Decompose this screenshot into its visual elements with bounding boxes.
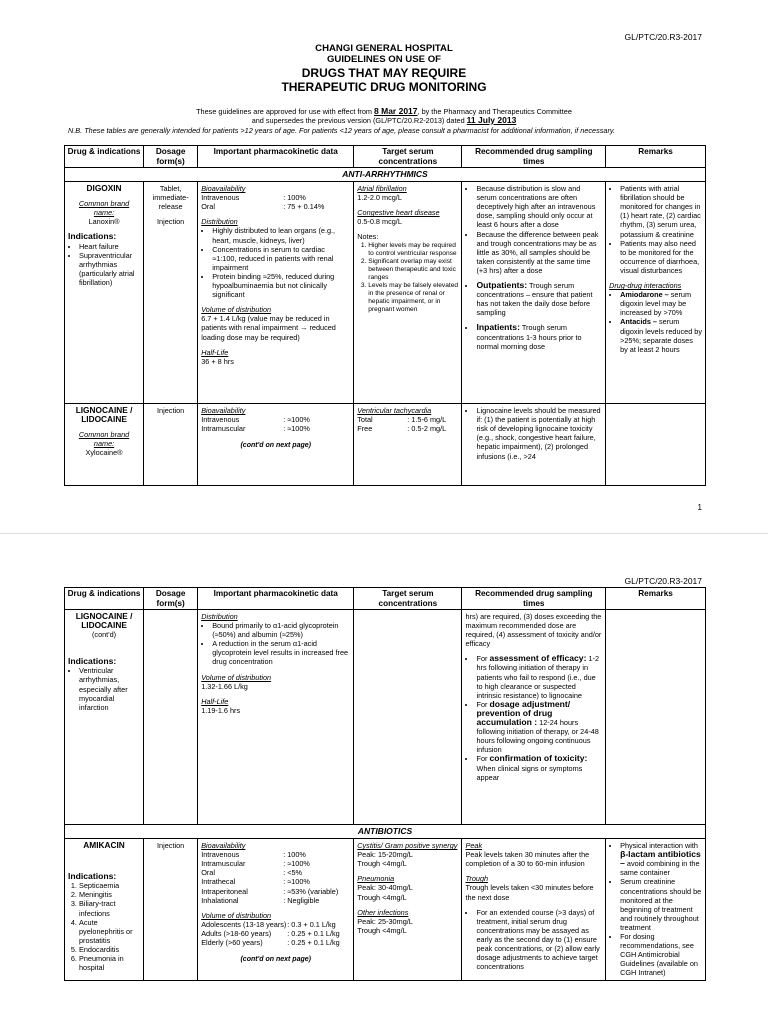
lignocaine-dosage-cell: Injection: [144, 404, 198, 486]
bio-row: Inhalational : Negligible: [201, 895, 320, 905]
drug-name: DIGOXIN: [86, 183, 122, 194]
bio-row: Intramuscular : ≈100%: [201, 424, 310, 434]
bio-row: Intravenous : 100%: [201, 193, 306, 203]
pn-label: Pneumonia: [357, 874, 395, 884]
list-item: • Highly distributed to lean organs (e.g., heart, muscle, kidneys, liver): [212, 226, 350, 244]
list-item: • For confirmation of toxicity: When clinical signs or symptoms appear: [476, 754, 602, 781]
title-line-2: THERAPEUTIC DRUG MONITORING: [281, 80, 487, 94]
list-item: • Patients may also need to be monitored for the occurrence of diarrhoea, visual disturbances: [620, 239, 702, 275]
list-item: • Patients with atrial fibrillation should be monitored for changes in (1) heart rate, (2) cardiac rhythm, (3) serum urea, potassium & creatinine: [620, 184, 702, 239]
list-item: 2. Meningitis: [79, 890, 140, 899]
list-item: • Heart failure: [79, 242, 140, 251]
vd-row: Adolescents (13-18 years) : 0.3 + 0.1 L/kg: [201, 919, 336, 929]
table-row-lignocaine-contd: [65, 610, 706, 825]
indications-label: Indications:: [68, 656, 117, 667]
trough-text: Trough levels taken <30 minutes before the next dose: [465, 883, 594, 902]
list-item: • A reduction in the serum α1-acid glycoprotein level results in increased free drug concentration: [212, 639, 350, 666]
peak-label: Peak: [465, 841, 483, 851]
table-row-digoxin: [65, 182, 706, 404]
lignocaine-remarks-cell: [606, 404, 706, 486]
contd-label: (cont'd): [91, 630, 117, 640]
list-item: • Because the difference between peak and trough concentrations may be as little as 30%, all samples should be taken consistently at the same time (+3 hrs) after a dose: [476, 230, 602, 275]
header-target: Target serum concentrations: [354, 146, 462, 168]
trough-label: Trough: [465, 874, 489, 884]
notes-label: Notes:: [357, 232, 379, 242]
target-value: Peak: 30-40mg/L: [357, 883, 413, 893]
cf-label: Cystitis/ Gram positive synergy: [357, 841, 458, 851]
list-item: • Outpatients: Trough serum concentrations – ensure that patient has not taken the daily dose before sampling: [476, 281, 602, 317]
list-item: • Concentrations in serum to cardiac ≈1:100, reduced in patients with renal impairment: [212, 245, 350, 272]
supersede-line: and supersedes the previous version (GL/PTC/20.R2-2013) dated 11 July 2013: [251, 115, 517, 125]
list-item: 1. Higher levels may be required to control ventricular response: [368, 242, 458, 258]
indications-label: Indications:: [68, 871, 117, 882]
bio-label: Bioavailability: [201, 184, 246, 194]
title-line-1: DRUGS THAT MAY REQUIRE: [301, 66, 467, 80]
header-pk: Important pharmacokinetic data: [198, 146, 354, 168]
lignocaine-contd-remarks-cell: [606, 610, 706, 825]
table-row-lignocaine: [65, 404, 706, 486]
list-item: • Bound primarily to α1-acid glycoprotein (≈50%) and albumin (≈25%): [212, 621, 350, 639]
list-item: • Because distribution is slow and serum concentrations are often deceptively high after an intravenous dose, sampling should only occur at least 6 hours after a dose: [476, 184, 602, 229]
vt-label: Ventricular tachycardia: [357, 406, 432, 416]
sampling-list: [465, 654, 602, 781]
hl-value: 36 + 8 hrs: [201, 356, 234, 366]
bio-row: Intravenous : ≈100%: [201, 415, 310, 425]
amikacin-dosage-cell: Injection: [144, 839, 198, 980]
amikacin-target-cell: [354, 839, 462, 980]
list-item: 6. Pneumonia in hospital: [79, 954, 140, 972]
brand-name: Xylocaine®: [85, 448, 123, 458]
remarks-list: [609, 184, 702, 275]
page-number: 1: [697, 503, 702, 512]
list-item: 3. Biliary-tract infections: [79, 899, 140, 917]
list-item: 4. Acute pyelonephritis or prostatitis: [79, 918, 140, 945]
vd-value: 6.7 + 1.4 L/kg (value may be reduced in patients with renal impairment → reduced loading dose may be required): [201, 314, 336, 342]
header-row: [65, 588, 706, 610]
bio-row: Intraperitoneal : ≈53% (variable): [201, 886, 339, 896]
header-sampling: Recommended drug sampling times: [462, 588, 606, 610]
continued-note: (cont'd on next page): [240, 956, 311, 964]
digoxin-pk-cell: [198, 182, 354, 404]
section-antiarrhythmics: ANTI-ARRHYTHMICS: [65, 168, 706, 182]
dist-label: Distribution: [201, 612, 238, 621]
list-item: • Supraventricular arrhythmias (particularly atrial fibrillation): [79, 251, 140, 287]
digoxin-drug-cell: [65, 182, 144, 404]
list-item: • Ventricular arrhythmias, especially after myocardial infarction: [79, 666, 140, 711]
age-note: N.B. These tables are generally intended for patients >12 years of age. For patients <12 years of age, please consult a pharmacist for additional information, if necessary.: [68, 126, 616, 135]
target-value: Trough <4mg/L: [357, 859, 407, 869]
list-item: • Physical interaction with β-lactam antibiotics – avoid combining in the same container: [620, 841, 702, 877]
list-item: • Serum creatinine concentrations should be monitored at the beginning of treatment and routinely throughout treatment: [620, 877, 702, 932]
amikacin-remarks-cell: [606, 839, 706, 980]
dist-list: [201, 226, 350, 299]
hospital-name: CHANGI GENERAL HOSPITAL: [315, 43, 453, 54]
header-remarks: Remarks: [606, 588, 706, 610]
drug-name: LIGNOCAINE / LIDOCAINE: [75, 405, 133, 425]
bio-row: Intrathecal : ≈100%: [201, 877, 310, 887]
dosage-form: Tablet, immediate-release: [152, 184, 189, 212]
digoxin-remarks-cell: [606, 182, 706, 404]
chf-label: Congestive heart disease: [357, 208, 440, 218]
brand-label: Common brand name:: [78, 430, 130, 449]
bio-row: Intramuscular : ≈100%: [201, 859, 310, 869]
drug-name: AMIKACIN: [83, 840, 125, 851]
dosage-form: Injection: [157, 217, 185, 227]
indications-list: [68, 242, 140, 287]
digoxin-sampling-cell: [462, 182, 606, 404]
vd-label: Volume of distribution: [201, 305, 272, 315]
document-id: GL/PTC/20.R3-2017: [624, 576, 702, 586]
amikacin-pk-cell: [198, 839, 354, 980]
list-item: 1. Septicaemia: [79, 881, 140, 890]
hl-label: Half-Life: [201, 347, 229, 357]
drug-name: LIGNOCAINE / LIDOCAINE: [75, 611, 133, 631]
list-item: • Inpatients: Trough serum concentrations 1-3 hours prior to normal morning dose: [476, 323, 602, 350]
list-item: • Amiodarone – serum digoxin level may be increased by >70%: [620, 290, 702, 317]
remarks-list: [609, 841, 702, 977]
lignocaine-contd-sampling-cell: [462, 610, 606, 825]
header-target: Target serum concentrations: [354, 588, 462, 610]
header-pk: Important pharmacokinetic data: [198, 588, 354, 610]
section-antibiotics: ANTIBIOTICS: [65, 825, 706, 839]
bio-label: Bioavailability: [201, 841, 246, 851]
page-2: [0, 533, 768, 1025]
table-row-amikacin: [65, 839, 706, 980]
lignocaine-target-cell: [354, 404, 462, 486]
bio-row: Oral : 75 + 0.14%: [201, 202, 325, 212]
continued-note: (cont'd on next page): [240, 442, 311, 450]
vd-row: Elderly (>60 years) : 0.25 + 0.1 L/kg: [201, 938, 340, 948]
list-item: • Protein binding ≈25%, reduced during hypoalbuminaemia but not clinically significant: [212, 272, 350, 299]
brand-label: Common brand name:: [78, 199, 130, 218]
chf-value: 0.5-0.8 mcg/L: [357, 217, 402, 227]
list-item: • For dosing recommendations, see CGH Antimicrobial Guidelines (available on CGH Intranet): [620, 932, 702, 977]
indications-list: [68, 881, 140, 972]
af-label: Atrial fibrillation: [357, 184, 407, 194]
ddi-label: Drug-drug interactions: [609, 281, 682, 291]
list-item: • For dosage adjustment/ prevention of drug accumulation : 12-24 hours following initiation of therapy, or 24-48 hours following ongoing continuous infusion: [476, 700, 602, 755]
list-item: 2. Significant overlap may exist between therapeutic and toxic ranges: [368, 258, 458, 282]
indications-label: Indications:: [68, 231, 117, 242]
bio-row: Oral : <5%: [201, 868, 303, 878]
list-item: • Lignocaine levels should be measured if: (1) the patient is potentially at high risk of developing lignocaine toxicity (e.g., shock, congestive heart failure, hepatic impairment), (2) prolonged infusions (i.e., >24: [476, 406, 602, 461]
lignocaine-pk-cell: [198, 404, 354, 486]
header-sampling: Recommended drug sampling times: [462, 146, 606, 168]
peak-text: Peak levels taken 30 minutes after the completion of a 30 to 60-min infusion: [465, 850, 590, 869]
hl-label: Half-Life: [201, 696, 229, 706]
approval-line: These guidelines are approved for use with effect from 8 Mar 2017, by the Pharmacy and Therapeutics Committee: [196, 106, 572, 116]
header-dosage: Dosage form(s): [144, 146, 198, 168]
lignocaine-drug-cell: [65, 404, 144, 486]
header-drug: Drug & indications: [65, 588, 144, 610]
target-value: Trough <4mg/L: [357, 925, 407, 935]
amikacin-sampling-cell: [462, 839, 606, 980]
vd-row: Adults (>18-60 years) : 0.25 + 0.1 L/kg: [201, 928, 340, 938]
target-value: Trough <4mg/L: [357, 892, 407, 902]
list-item: • Antacids – serum digoxin levels reduced by >25%; separate doses by at least 2 hours: [620, 317, 702, 353]
lignocaine-contd-pk-cell: [198, 610, 354, 825]
sampling-text: hrs) are required, (3) doses exceeding the maximum recommended dose are required, (4) assessment of toxicity and/or efficacy: [465, 612, 602, 649]
dist-label: Distribution: [201, 217, 238, 227]
list-item: 5. Endocarditis: [79, 945, 140, 954]
header-remarks: Remarks: [606, 146, 706, 168]
list-item: • For assessment of efficacy: 1-2 hrs following initiation of therapy in patients who fail to respond (i.e., due to high clearance or suspected intrinsic resistance) to lignocaine: [476, 654, 602, 699]
oi-label: Other infections: [357, 907, 409, 917]
tdm-table-page-2: [64, 587, 706, 981]
amikacin-drug-cell: [65, 839, 144, 980]
vt-row: Total : 1.5-6 mg/L: [357, 415, 447, 425]
dist-list: [201, 621, 350, 666]
lignocaine-contd-drug-cell: [65, 610, 144, 825]
guidelines-line: GUIDELINES ON USE OF: [326, 54, 442, 65]
list-item: 3. Levels may be falsely elevated in the presence of renal or hepatic impairment, or in pregnant women: [368, 282, 458, 314]
target-value: Peak: 15-20mg/L: [357, 850, 413, 860]
header-drug: Drug & indications: [65, 146, 144, 168]
digoxin-target-cell: [354, 182, 462, 404]
tdm-table-page-1: [64, 145, 706, 486]
lignocaine-sampling-cell: [462, 404, 606, 486]
ddi-list: [609, 290, 702, 354]
af-value: 1.2-2.0 mcg/L: [357, 193, 402, 203]
hl-value: 1.19-1.6 hrs: [201, 705, 241, 715]
brand-name: Lanoxin®: [88, 217, 120, 227]
vd-label: Volume of distribution: [201, 910, 272, 920]
header-dosage: Dosage form(s): [144, 588, 198, 610]
lignocaine-contd-dosage-cell: [144, 610, 198, 825]
target-value: Peak: 25-30mg/L: [357, 916, 413, 926]
header-row: [65, 146, 706, 168]
sampling-list: [465, 184, 602, 351]
vt-row: Free : 0.5-2 mg/L: [357, 424, 447, 434]
list-item: • For an extended course (>3 days) of treatment, initial serum drug concentrations may be assayed as early as the second day to (1) ensure peak concentrations, or (2) allow early dosage adjustments to achieve target concentrations: [476, 908, 602, 972]
bio-row: Intravenous : 100%: [201, 850, 306, 860]
notes-list: [357, 242, 458, 314]
vd-label: Volume of distribution: [201, 672, 272, 682]
lignocaine-contd-target-cell: [354, 610, 462, 825]
bio-label: Bioavailability: [201, 406, 246, 416]
digoxin-dosage-cell: [144, 182, 198, 404]
document-id: GL/PTC/20.R3-2017: [624, 32, 702, 42]
vd-value: 1.32-1.66 L/kg: [201, 681, 248, 691]
